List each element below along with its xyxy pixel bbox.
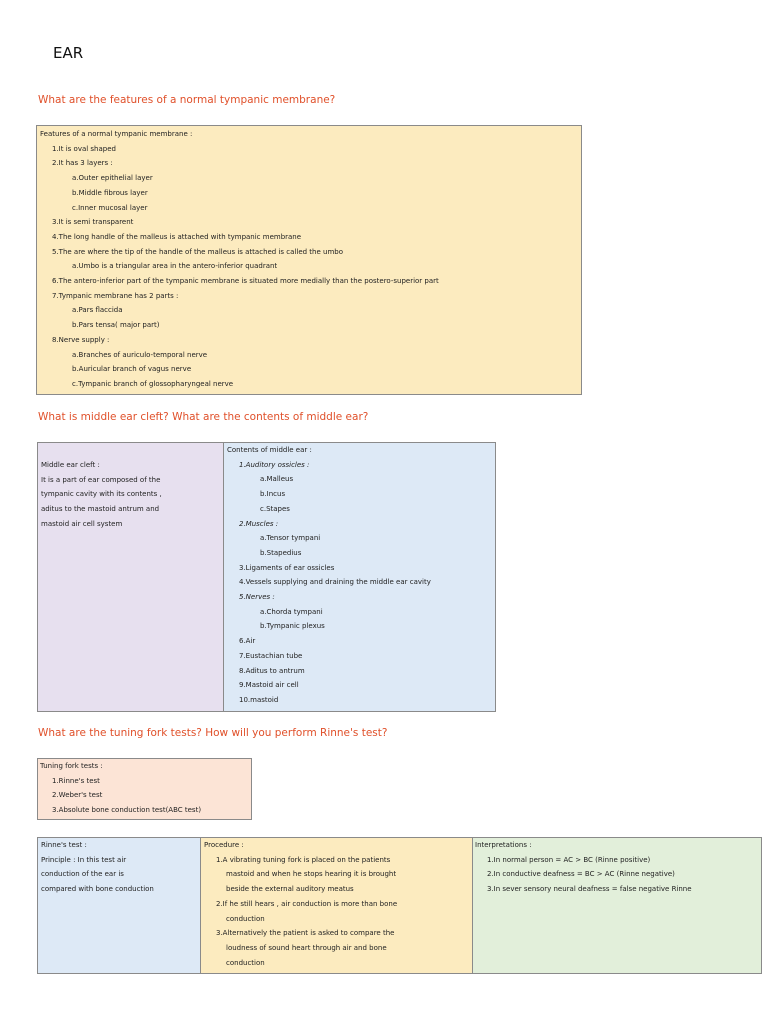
- middle-ear-contents-box: [223, 442, 496, 712]
- contents-item: 6.Air: [239, 637, 256, 646]
- middle-ear-cleft-box: [37, 442, 224, 712]
- features-item: 6.The antero-inferior part of the tympanic membrane is situated more medially than the postero-superior part: [52, 277, 439, 286]
- middle-ear-contents-heading: Contents of middle ear :: [227, 446, 312, 454]
- tuning-fork-tests-box: [37, 758, 252, 820]
- contents-item: 10.mastoid: [239, 695, 279, 704]
- features-item: 2.It has 3 layers :: [52, 159, 113, 168]
- features-subitem: c.Inner mucosal layer: [72, 203, 148, 212]
- contents-item: 9.Mastoid air cell: [239, 681, 299, 690]
- procedure-line: loudness of sound heart through air and bone: [226, 943, 387, 952]
- procedure-line: beside the external auditory meatus: [226, 885, 354, 894]
- interpretation-item: 2.In conductive deafness = BC > AC (Rinne negative): [487, 870, 675, 879]
- procedure-line: conduction: [226, 914, 265, 923]
- rinne-line: conduction of the ear is: [41, 870, 124, 879]
- contents-item: 3.Ligaments of ear ossicles: [239, 563, 335, 572]
- rinne-line: compared with bone conduction: [41, 885, 154, 894]
- features-subitem: b.Auricular branch of vagus nerve: [72, 365, 192, 374]
- contents-item: 5.Nerves :: [239, 593, 275, 602]
- tuning-fork-test-item: 1.Rinne's test: [52, 776, 100, 785]
- contents-item: 4.Vessels supplying and draining the middle ear cavity: [239, 578, 431, 587]
- middle-ear-cleft-line: It is a part of ear composed of the: [41, 475, 161, 484]
- procedure-heading: Procedure :: [204, 841, 244, 849]
- features-heading: Features of a normal tympanic membrane :: [40, 130, 193, 138]
- contents-subitem: a.Malleus: [260, 475, 294, 484]
- features-item: 8.Nerve supply :: [52, 335, 110, 344]
- rinne-test-box: [37, 837, 201, 974]
- middle-ear-cleft-line: tympanic cavity with its contents ,: [41, 490, 162, 499]
- tuning-fork-test-item: 2.Weber's test: [52, 791, 103, 800]
- rinne-heading: Rinne's test :: [41, 841, 87, 849]
- tuning-fork-test-item: 3.Absolute bone conduction test(ABC test): [52, 806, 202, 815]
- contents-subitem: a.Chorda tympani: [260, 607, 323, 616]
- features-item: 5.The are where the tip of the handle of the malleus is attached is called the umbo: [52, 247, 343, 256]
- rinne-line: Principle : In this test air: [41, 855, 127, 864]
- features-item: 7.Tympanic membrane has 2 parts :: [52, 291, 179, 300]
- features-subitem: b.Middle fibrous layer: [72, 188, 148, 197]
- features-item: 4.The long handle of the malleus is attached with tympanic membrane: [52, 232, 302, 241]
- features-item: 1.It is oval shaped: [52, 144, 116, 153]
- interpretation-item: 3.In sever sensory neural deafness = false negative Rinne: [487, 885, 692, 894]
- question-middle-ear: What is middle ear cleft? What are the contents of middle ear?: [38, 411, 369, 423]
- procedure-box: [200, 837, 473, 974]
- question-tuning-fork: What are the tuning fork tests? How will you perform Rinne's test?: [38, 727, 388, 739]
- features-item: 3.It is semi transparent: [52, 218, 134, 227]
- contents-subitem: b.Stapedius: [260, 548, 302, 557]
- features-tympanic-membrane-box: [36, 125, 582, 395]
- contents-item: 8.Aditus to antrum: [239, 666, 305, 675]
- features-subitem: a.Pars flaccida: [72, 306, 123, 315]
- middle-ear-cleft-line: aditus to the mastoid antrum and: [41, 505, 160, 514]
- features-subitem: a.Umbo is a triangular area in the antero-inferior quadrant: [72, 262, 278, 271]
- contents-subitem: b.Tympanic plexus: [260, 622, 325, 631]
- tuning-fork-tests-heading: Tuning fork tests :: [40, 762, 103, 770]
- page-title: EAR: [53, 44, 84, 62]
- contents-item: 7.Eustachian tube: [239, 651, 303, 660]
- middle-ear-cleft-heading: Middle ear cleft :: [41, 461, 100, 469]
- features-subitem: a.Branches of auriculo-temporal nerve: [72, 350, 208, 359]
- contents-item: 2.Muscles :: [239, 519, 279, 528]
- interpretations-heading: Interpretations :: [475, 841, 532, 849]
- procedure-line: 3.Alternatively the patient is asked to compare the: [216, 929, 395, 938]
- features-subitem: c.Tympanic branch of glossopharyngeal nerve: [72, 379, 234, 388]
- interpretations-box: [472, 837, 762, 974]
- interpretation-item: 1.In normal person = AC > BC (Rinne positive): [487, 855, 651, 864]
- features-subitem: b.Pars tensa( major part): [72, 321, 160, 330]
- procedure-line: mastoid and when he stops hearing it is brought: [226, 870, 397, 879]
- middle-ear-cleft-line: mastoid air cell system: [41, 519, 123, 528]
- procedure-line: 1.A vibrating tuning fork is placed on the patients: [216, 855, 391, 864]
- features-subitem: a.Outer epithelial layer: [72, 174, 153, 183]
- contents-item: 1.Auditory ossicles :: [239, 460, 310, 469]
- procedure-line: 2.If he still hears , air conduction is more than bone: [216, 899, 398, 908]
- contents-subitem: c.Stapes: [260, 504, 290, 513]
- procedure-line: conduction: [226, 958, 265, 967]
- question-tympanic-membrane: What are the features of a normal tympanic membrane?: [38, 94, 336, 106]
- contents-subitem: a.Tensor tympani: [260, 534, 321, 543]
- contents-subitem: b.Incus: [260, 490, 286, 499]
